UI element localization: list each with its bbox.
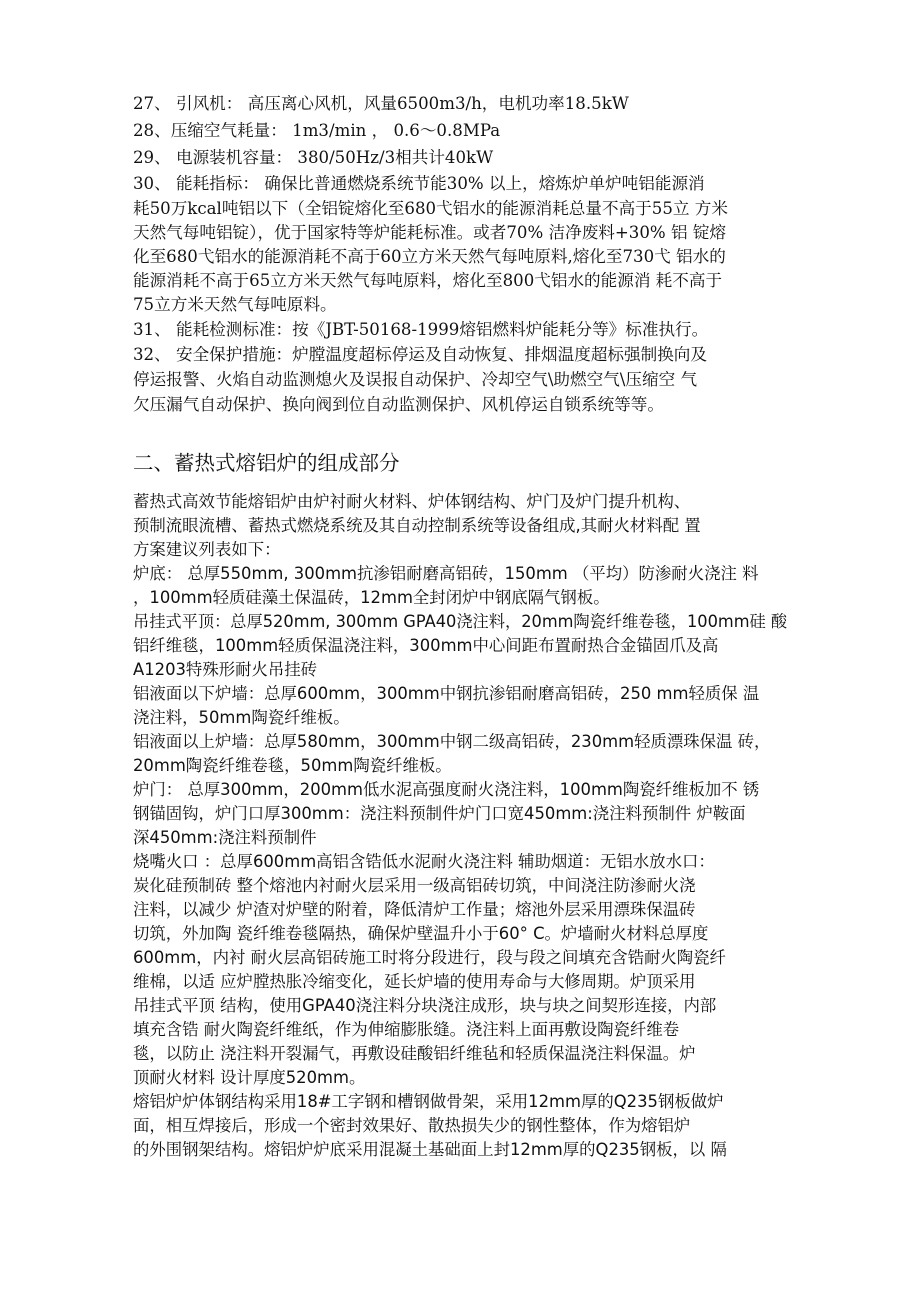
body-line: 顶耐火材料 设计厚度520mm。 (133, 1068, 366, 1087)
spec-line-31: 31、 能耗检测标准：按《JBT-50168-1999熔铝燃料炉能耗分等》标准执行。 (133, 320, 709, 339)
body-line: A1203特殊形耐火吊挂砖 (133, 660, 318, 679)
body-line: 20mm陶瓷纤维卷毯，50mm陶瓷纤维板。 (133, 756, 452, 775)
body-line: ，100mm轻质硅藻土保温砖，12mm全封闭炉中钢底隔气钢板。 (133, 588, 610, 607)
spec-line-30-5: 能源消耗不高于65立方米天然气每吨原料，熔化至800弋铝水的能源消 耗不高于 (133, 271, 723, 290)
body-line: 吊挂式平顶：总厚520mm, 300mm GPA40浇注料，20mm陶瓷纤维卷毯，100mm硅 酸 (133, 612, 788, 631)
body-line: 浇注料，50mm陶瓷纤维板。 (133, 708, 350, 727)
body-line: 毯，以防止 浇注料开裂漏气，再敷设硅酸铝纤维毡和轻质保温浇注料保温。炉 (133, 1044, 696, 1063)
body-line: 蓄热式高效节能熔铝炉由炉衬耐火材料、炉体钢结构、炉门及炉门提升机构、 (133, 492, 691, 511)
spec-line-30-2: 耗50万kcal吨铝以下（全铝锭熔化至680弋铝水的能源消耗总量不高于55立 方米 (133, 199, 728, 218)
section-heading: 二、蓄热式熔铝炉的组成部分 (133, 451, 400, 475)
body-line: 烧嘴火口 ：总厚600mm高铝含锆低水泥耐火浇注料 辅助烟道：无铝水放水口： (133, 852, 715, 871)
body-line: 面，相互焊接后，形成一个密封效果好、散热损失少的钢性整体，作为熔铝炉 (133, 1116, 691, 1135)
body-line: 炭化硅预制砖 整个熔池内衬耐火层采用一级高铝砖切筑，中间浇注防渗耐火浇 (133, 876, 696, 895)
body-line: 维棉，以适 应炉膛热胀冷缩变化，延长炉墙的使用寿命与大修周期。炉顶采用 (133, 972, 696, 991)
spec-line-27: 27、 引风机： 高压离心风机，风量6500m3/h，电机功率18.5kW (133, 94, 629, 113)
body-line: 铝液面以下炉墙：总厚600mm，300mm中钢抗渗铝耐磨高铝砖，250 mm轻质保 温 (133, 684, 760, 703)
spec-line-30-6: 75立方米天然气每吨原料。 (133, 295, 337, 314)
body-line: 方案建议列表如下： (133, 540, 281, 559)
body-line: 填充含锆 耐火陶瓷纤维纸，作为伸缩膨胀缝。浇注料上面再敷设陶瓷纤维卷 (133, 1020, 680, 1039)
spec-line-29: 29、 电源装机容量： 380/50Hz/3相共计40kW (133, 148, 494, 167)
spec-line-32-3: 欠压漏气自动保护、换向阀到位自动监测保护、风机停运自锁系统等等。 (133, 395, 664, 414)
spec-line-30-1: 30、 能耗指标： 确保比普通燃烧系统节能30% 以上，熔炼炉单炉吨铝能源消 (133, 174, 705, 193)
spec-line-30-3: 天然气每吨铝锭），优于国家特等炉能耗标准。或者70% 洁净废料+30% 铝 锭熔 (133, 223, 727, 242)
body-line: 熔铝炉炉体钢结构采用18#工字钢和槽钢做骨架，采用12mm厚的Q235钢板做炉 (133, 1092, 724, 1111)
spec-line-28: 28、压缩空气耗量： 1m3/min ， 0.6～0.8MPa (133, 121, 501, 140)
spec-line-32-1: 32、 安全保护措施：炉膛温度超标停运及自动恢复、排烟温度超标强制换向及 (133, 345, 707, 364)
body-line: 钢锚固钩，炉门口厚300mm：浇注料预制件炉门口宽450mm:浇注料预制件 炉鞍面 (133, 804, 746, 823)
body-line: 深450mm:浇注料预制件 (133, 828, 317, 847)
body-line: 炉底： 总厚550mm, 300mm抗渗铝耐磨高铝砖，150mm （平均）防渗耐火浇注 料 (133, 564, 759, 583)
body-line: 的外围钢架结构。熔铝炉炉底采用混凝土基础面上封12mm厚的Q235钢板，以 隔 (133, 1140, 727, 1159)
body-line: 600mm，内衬 耐火层高铝砖施工时将分段进行，段与段之间填充含锆耐火陶瓷纤 (133, 948, 726, 967)
body-line: 注料，以减少 炉渣对炉壁的附着，降低清炉工作量；熔池外层采用漂珠保温砖 (133, 900, 696, 919)
body-line: 切筑，外加陶 瓷纤维卷毯隔热，确保炉壁温升小于60° C。炉墙耐火材料总厚度 (133, 924, 709, 943)
spec-line-30-4: 化至680弋铝水的能源消耗不高于60立方米天然气每吨原料,熔化至730弋 铝水的 (133, 247, 726, 266)
body-line: 铝纤维毯，100mm轻质保温浇注料，300mm中心间距布置耐热合金锚固爪及高 (133, 636, 719, 655)
spec-line-32-2: 停运报警、火焰自动监测熄火及误报自动保护、冷却空气\助燃空气\压缩空 气 (133, 370, 698, 389)
body-line: 铝液面以上炉墙：总厚580mm，300mm中钢二级高铝砖，230mm轻质漂珠保温 砖， (133, 732, 771, 751)
body-line: 炉门： 总厚300mm，200mm低水泥高强度耐火浇注料，100mm陶瓷纤维板加不 锈 (133, 780, 760, 799)
body-line: 吊挂式平顶 结构，使用GPA40浇注料分块浇注成形，块与块之间契形连接，内部 (133, 996, 717, 1015)
body-line: 预制流眼流槽、蓄热式燃烧系统及其自动控制系统等设备组成,其耐火材料配 置 (133, 516, 701, 535)
